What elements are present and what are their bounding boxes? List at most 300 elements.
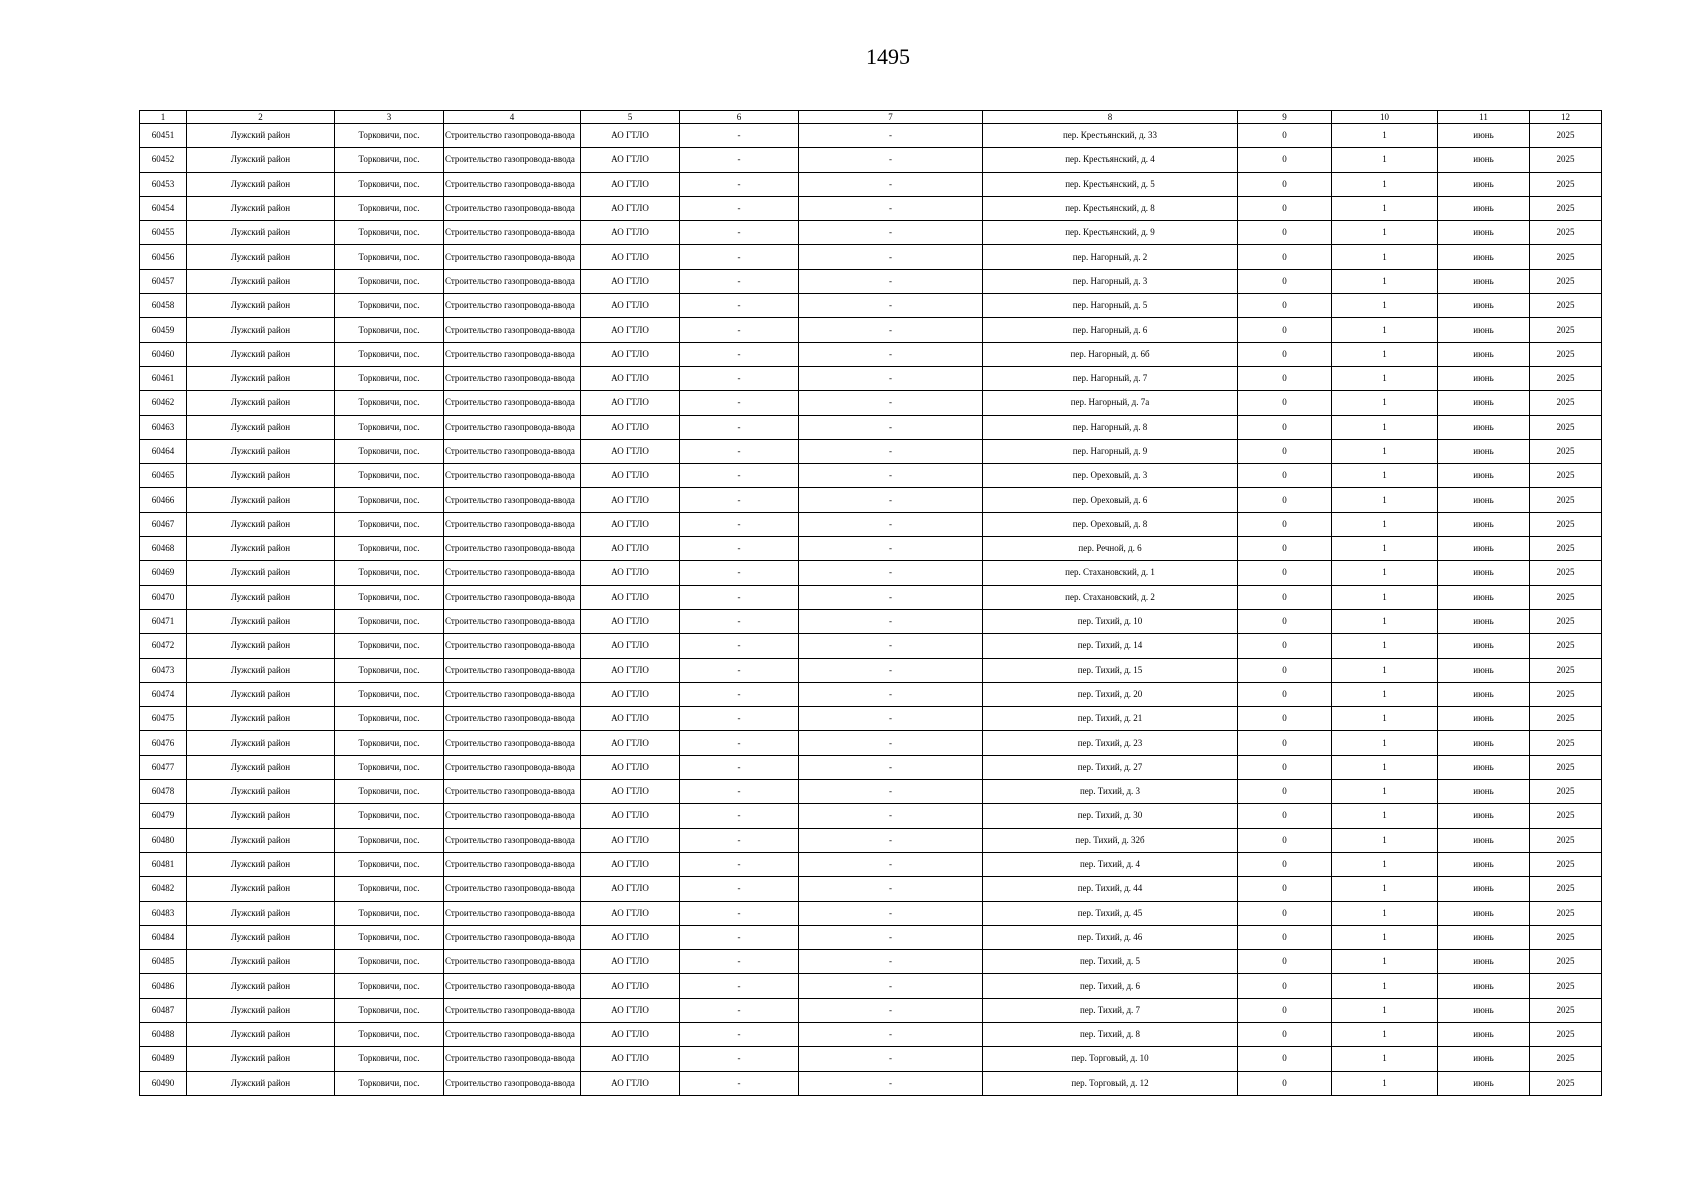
table-cell: - [799, 731, 983, 755]
table-cell: - [799, 950, 983, 974]
table-cell: пер. Ореховый, д. 8 [983, 512, 1238, 536]
table-row [140, 1047, 1602, 1071]
table-cell: - [799, 1071, 983, 1095]
page-number: 1495 [866, 44, 910, 69]
table-cell: пер. Крестьянский, д. 4 [983, 148, 1238, 172]
table-cell: Торковичи, пос. [335, 901, 444, 925]
table-row [140, 731, 1602, 755]
table-cell: Строительство газопровода-ввода [444, 221, 581, 245]
table-cell: 1 [1332, 342, 1438, 366]
table-cell: пер. Тихий, д. 45 [983, 901, 1238, 925]
table-cell: Торковичи, пос. [335, 609, 444, 633]
table-cell: АО ГТЛО [581, 780, 680, 804]
table-header-row [140, 111, 1602, 124]
table-cell: 60451 [140, 124, 187, 148]
table-cell: пер. Тихий, д. 14 [983, 634, 1238, 658]
table-cell: - [799, 780, 983, 804]
table-row [140, 755, 1602, 779]
table-cell: 60458 [140, 294, 187, 318]
table-cell: - [799, 877, 983, 901]
table-cell: июнь [1438, 269, 1530, 293]
table-cell: Строительство газопровода-ввода [444, 391, 581, 415]
table-cell: 0 [1238, 221, 1332, 245]
table-cell: - [799, 682, 983, 706]
table-cell: Лужский район [187, 537, 335, 561]
table-cell: Торковичи, пос. [335, 245, 444, 269]
table-cell: Строительство газопровода-ввода [444, 342, 581, 366]
table-cell: Строительство газопровода-ввода [444, 877, 581, 901]
table-cell: 60477 [140, 755, 187, 779]
table-cell: - [680, 439, 799, 463]
table-cell: АО ГТЛО [581, 707, 680, 731]
table-cell: июнь [1438, 221, 1530, 245]
column-header: 3 [335, 111, 444, 124]
table-cell: пер. Нагорный, д. 9 [983, 439, 1238, 463]
table-cell: 2025 [1530, 877, 1602, 901]
table-cell: Строительство газопровода-ввода [444, 682, 581, 706]
table-cell: пер. Тихий, д. 20 [983, 682, 1238, 706]
table-cell: 2025 [1530, 950, 1602, 974]
table-cell: 2025 [1530, 682, 1602, 706]
table-cell: пер. Речной, д. 6 [983, 537, 1238, 561]
table-row [140, 1071, 1602, 1095]
column-header: 10 [1332, 111, 1438, 124]
table-cell: Лужский район [187, 488, 335, 512]
table-row [140, 148, 1602, 172]
table-cell: Торковичи, пос. [335, 998, 444, 1022]
table-cell: Торковичи, пос. [335, 342, 444, 366]
table-cell: 1 [1332, 950, 1438, 974]
table-cell: Лужский район [187, 1022, 335, 1046]
table-cell: Торковичи, пос. [335, 1071, 444, 1095]
table-cell: Торковичи, пос. [335, 1022, 444, 1046]
table-cell: пер. Тихий, д. 23 [983, 731, 1238, 755]
table-cell: 1 [1332, 269, 1438, 293]
table-cell: пер. Нагорный, д. 8 [983, 415, 1238, 439]
table-cell: 0 [1238, 537, 1332, 561]
table-cell: Торковичи, пос. [335, 172, 444, 196]
table-cell: июнь [1438, 852, 1530, 876]
table-cell: Торковичи, пос. [335, 828, 444, 852]
table-cell: июнь [1438, 537, 1530, 561]
table-cell: июнь [1438, 707, 1530, 731]
table-cell: 60486 [140, 974, 187, 998]
table-cell: АО ГТЛО [581, 124, 680, 148]
table-cell: Строительство газопровода-ввода [444, 124, 581, 148]
table-cell: июнь [1438, 1071, 1530, 1095]
table-cell: Торковичи, пос. [335, 269, 444, 293]
table-cell: Лужский район [187, 877, 335, 901]
table-cell: июнь [1438, 731, 1530, 755]
table-row [140, 196, 1602, 220]
table-cell: пер. Стахановский, д. 1 [983, 561, 1238, 585]
table-cell: 0 [1238, 828, 1332, 852]
table-cell: пер. Тихий, д. 10 [983, 609, 1238, 633]
table-cell: АО ГТЛО [581, 561, 680, 585]
table-cell: 2025 [1530, 634, 1602, 658]
table-cell: - [680, 124, 799, 148]
table-cell: Торковичи, пос. [335, 318, 444, 342]
table-cell: - [799, 537, 983, 561]
table-cell: 2025 [1530, 804, 1602, 828]
table-cell: - [799, 658, 983, 682]
table-cell: - [799, 925, 983, 949]
table-cell: пер. Тихий, д. 30 [983, 804, 1238, 828]
table-cell: пер. Нагорный, д. 7 [983, 366, 1238, 390]
table-cell: июнь [1438, 245, 1530, 269]
table-cell: Лужский район [187, 415, 335, 439]
table-cell: Строительство газопровода-ввода [444, 658, 581, 682]
table-cell: - [799, 439, 983, 463]
column-header: 4 [444, 111, 581, 124]
table-cell: 60457 [140, 269, 187, 293]
table-cell: - [680, 974, 799, 998]
table-cell: АО ГТЛО [581, 439, 680, 463]
table-cell: АО ГТЛО [581, 512, 680, 536]
table-cell: - [799, 415, 983, 439]
table-cell: - [680, 1071, 799, 1095]
table-cell: Строительство газопровода-ввода [444, 196, 581, 220]
table-cell: - [799, 974, 983, 998]
table-cell: 0 [1238, 342, 1332, 366]
column-header: 6 [680, 111, 799, 124]
table-cell: - [799, 901, 983, 925]
table-cell: АО ГТЛО [581, 925, 680, 949]
table-cell: 60483 [140, 901, 187, 925]
table-cell: 0 [1238, 512, 1332, 536]
table-cell: - [799, 294, 983, 318]
table-cell: Лужский район [187, 318, 335, 342]
table-cell: 1 [1332, 877, 1438, 901]
table-cell: Торковичи, пос. [335, 585, 444, 609]
table-cell: 2025 [1530, 196, 1602, 220]
table-row [140, 561, 1602, 585]
table-cell: 1 [1332, 901, 1438, 925]
table-cell: 0 [1238, 731, 1332, 755]
table-cell: АО ГТЛО [581, 755, 680, 779]
table-cell: 1 [1332, 1022, 1438, 1046]
table-cell: - [680, 877, 799, 901]
table-cell: - [799, 221, 983, 245]
table-cell: Торковичи, пос. [335, 634, 444, 658]
table-row [140, 804, 1602, 828]
table-cell: 1 [1332, 318, 1438, 342]
table-row [140, 828, 1602, 852]
table-cell: Лужский район [187, 269, 335, 293]
table-cell: 1 [1332, 609, 1438, 633]
table-cell: Лужский район [187, 221, 335, 245]
table-cell: пер. Нагорный, д. 3 [983, 269, 1238, 293]
table-cell: 0 [1238, 974, 1332, 998]
table-cell: июнь [1438, 1022, 1530, 1046]
table-cell: - [799, 318, 983, 342]
table-cell: 2025 [1530, 245, 1602, 269]
table-cell: АО ГТЛО [581, 196, 680, 220]
table-cell: 0 [1238, 658, 1332, 682]
table-cell: Торковичи, пос. [335, 537, 444, 561]
table-cell: 1 [1332, 998, 1438, 1022]
table-cell: Лужский район [187, 925, 335, 949]
table-cell: 2025 [1530, 488, 1602, 512]
table-cell: - [680, 634, 799, 658]
table-cell: Строительство газопровода-ввода [444, 755, 581, 779]
table-cell: Строительство газопровода-ввода [444, 609, 581, 633]
table-cell: Лужский район [187, 755, 335, 779]
table-cell: июнь [1438, 634, 1530, 658]
table-row [140, 877, 1602, 901]
table-cell: Строительство газопровода-ввода [444, 1047, 581, 1071]
table-cell: 0 [1238, 439, 1332, 463]
table-cell: АО ГТЛО [581, 269, 680, 293]
table-cell: июнь [1438, 682, 1530, 706]
table-cell: 0 [1238, 415, 1332, 439]
table-cell: пер. Тихий, д. 5 [983, 950, 1238, 974]
table-cell: 1 [1332, 780, 1438, 804]
table-cell: АО ГТЛО [581, 585, 680, 609]
table-cell: 60472 [140, 634, 187, 658]
table-cell: АО ГТЛО [581, 318, 680, 342]
table-cell: 0 [1238, 950, 1332, 974]
table-row [140, 464, 1602, 488]
table-cell: 60482 [140, 877, 187, 901]
table-cell: июнь [1438, 755, 1530, 779]
table-cell: июнь [1438, 561, 1530, 585]
table-cell: Строительство газопровода-ввода [444, 780, 581, 804]
table-cell: 1 [1332, 439, 1438, 463]
table-cell: пер. Крестьянский, д. 8 [983, 196, 1238, 220]
table-cell: - [680, 415, 799, 439]
table-cell: 60473 [140, 658, 187, 682]
table-cell: АО ГТЛО [581, 172, 680, 196]
table-cell: Лужский район [187, 294, 335, 318]
table-cell: Торковичи, пос. [335, 852, 444, 876]
table-cell: 0 [1238, 245, 1332, 269]
table-cell: июнь [1438, 1047, 1530, 1071]
table-cell: - [680, 221, 799, 245]
table-cell: - [799, 755, 983, 779]
table-cell: - [799, 828, 983, 852]
table-cell: 0 [1238, 1047, 1332, 1071]
table-cell: АО ГТЛО [581, 877, 680, 901]
table-cell: Торковичи, пос. [335, 925, 444, 949]
table-cell: пер. Тихий, д. 8 [983, 1022, 1238, 1046]
table-cell: Торковичи, пос. [335, 464, 444, 488]
table-cell: Строительство газопровода-ввода [444, 269, 581, 293]
table-cell: - [680, 755, 799, 779]
table-cell: Лужский район [187, 634, 335, 658]
table-cell: 1 [1332, 658, 1438, 682]
table-row [140, 852, 1602, 876]
table-cell: Лужский район [187, 391, 335, 415]
table-cell: пер. Тихий, д. 4 [983, 852, 1238, 876]
table-cell: пер. Тихий, д. 15 [983, 658, 1238, 682]
table-cell: 1 [1332, 245, 1438, 269]
table-cell: июнь [1438, 439, 1530, 463]
table-cell: Лужский район [187, 342, 335, 366]
table-cell: Строительство газопровода-ввода [444, 707, 581, 731]
table-cell: июнь [1438, 342, 1530, 366]
table-cell: 1 [1332, 537, 1438, 561]
table-cell: 2025 [1530, 998, 1602, 1022]
table-cell: июнь [1438, 488, 1530, 512]
table-cell: 60487 [140, 998, 187, 1022]
table-cell: Строительство газопровода-ввода [444, 148, 581, 172]
table-cell: Торковичи, пос. [335, 512, 444, 536]
table-cell: - [680, 269, 799, 293]
table-cell: пер. Тихий, д. 7 [983, 998, 1238, 1022]
table-cell: Строительство газопровода-ввода [444, 901, 581, 925]
column-header: 7 [799, 111, 983, 124]
table-cell: пер. Крестьянский, д. 33 [983, 124, 1238, 148]
table-cell: 2025 [1530, 318, 1602, 342]
table-cell: 60481 [140, 852, 187, 876]
table-cell: 0 [1238, 391, 1332, 415]
table-cell: АО ГТЛО [581, 828, 680, 852]
table-cell: 1 [1332, 707, 1438, 731]
table-cell: июнь [1438, 877, 1530, 901]
table-cell: - [680, 731, 799, 755]
table-cell: июнь [1438, 950, 1530, 974]
table-cell: - [680, 780, 799, 804]
table-cell: - [799, 464, 983, 488]
table-cell: АО ГТЛО [581, 245, 680, 269]
table-cell: АО ГТЛО [581, 342, 680, 366]
table-row [140, 634, 1602, 658]
table-cell: Торковичи, пос. [335, 780, 444, 804]
data-table [139, 110, 1602, 1096]
table-cell: Лужский район [187, 1047, 335, 1071]
table-cell: 0 [1238, 852, 1332, 876]
table-cell: 2025 [1530, 658, 1602, 682]
table-cell: 2025 [1530, 366, 1602, 390]
table-cell: АО ГТЛО [581, 366, 680, 390]
table-cell: АО ГТЛО [581, 537, 680, 561]
table-cell: Торковичи, пос. [335, 488, 444, 512]
table-cell: 0 [1238, 707, 1332, 731]
table-cell: июнь [1438, 124, 1530, 148]
table-cell: 1 [1332, 634, 1438, 658]
table-cell: - [799, 148, 983, 172]
table-cell: пер. Крестьянский, д. 9 [983, 221, 1238, 245]
table-cell: Строительство газопровода-ввода [444, 828, 581, 852]
table-cell: 0 [1238, 804, 1332, 828]
table-cell: пер. Тихий, д. 3 [983, 780, 1238, 804]
table-cell: - [680, 561, 799, 585]
table-cell: - [680, 925, 799, 949]
table-cell: июнь [1438, 998, 1530, 1022]
table-cell: - [680, 342, 799, 366]
table-cell: - [799, 172, 983, 196]
table-cell: Лужский район [187, 707, 335, 731]
table-row [140, 488, 1602, 512]
table-cell: - [680, 852, 799, 876]
table-cell: июнь [1438, 148, 1530, 172]
table-cell: июнь [1438, 391, 1530, 415]
table-cell: пер. Ореховый, д. 3 [983, 464, 1238, 488]
table-cell: 0 [1238, 488, 1332, 512]
table-cell: - [799, 366, 983, 390]
table-cell: - [680, 148, 799, 172]
table-row [140, 391, 1602, 415]
table-cell: 2025 [1530, 925, 1602, 949]
table-cell: 60478 [140, 780, 187, 804]
table-cell: - [799, 391, 983, 415]
table-cell: Торковичи, пос. [335, 974, 444, 998]
table-cell: 0 [1238, 196, 1332, 220]
table-cell: АО ГТЛО [581, 901, 680, 925]
table-cell: июнь [1438, 925, 1530, 949]
table-cell: 2025 [1530, 512, 1602, 536]
table-cell: АО ГТЛО [581, 609, 680, 633]
table-row [140, 366, 1602, 390]
table-cell: июнь [1438, 974, 1530, 998]
table-cell: - [680, 488, 799, 512]
table-cell: 2025 [1530, 852, 1602, 876]
table-cell: июнь [1438, 415, 1530, 439]
table-cell: Лужский район [187, 950, 335, 974]
table-cell: 1 [1332, 221, 1438, 245]
table-cell: пер. Тихий, д. 44 [983, 877, 1238, 901]
table-cell: Торковичи, пос. [335, 755, 444, 779]
table-cell: 1 [1332, 561, 1438, 585]
table-row [140, 124, 1602, 148]
table-cell: - [680, 318, 799, 342]
table-cell: Торковичи, пос. [335, 658, 444, 682]
table-cell: пер. Нагорный, д. 5 [983, 294, 1238, 318]
table-cell: - [680, 391, 799, 415]
column-header: 12 [1530, 111, 1602, 124]
table-cell: 0 [1238, 148, 1332, 172]
column-header: 8 [983, 111, 1238, 124]
table-cell: - [680, 804, 799, 828]
table-cell: Строительство газопровода-ввода [444, 974, 581, 998]
table-cell: 2025 [1530, 561, 1602, 585]
table-cell: - [680, 901, 799, 925]
table-cell: Строительство газопровода-ввода [444, 998, 581, 1022]
table-cell: - [680, 828, 799, 852]
table-cell: - [680, 366, 799, 390]
table-cell: 2025 [1530, 124, 1602, 148]
table-cell: 1 [1332, 804, 1438, 828]
table-row [140, 512, 1602, 536]
table-cell: Торковичи, пос. [335, 391, 444, 415]
table-cell: АО ГТЛО [581, 974, 680, 998]
table-cell: - [799, 1022, 983, 1046]
table-cell: Лужский район [187, 366, 335, 390]
table-cell: - [680, 682, 799, 706]
table-cell: 1 [1332, 124, 1438, 148]
table-cell: АО ГТЛО [581, 391, 680, 415]
table-cell: - [680, 609, 799, 633]
table-cell: июнь [1438, 196, 1530, 220]
table-cell: 60464 [140, 439, 187, 463]
table-cell: АО ГТЛО [581, 731, 680, 755]
table-cell: Торковичи, пос. [335, 561, 444, 585]
table-cell: - [799, 488, 983, 512]
table-cell: июнь [1438, 366, 1530, 390]
table-cell: - [799, 342, 983, 366]
table-cell: - [799, 852, 983, 876]
table-cell: Строительство газопровода-ввода [444, 1071, 581, 1095]
table-cell: Лужский район [187, 682, 335, 706]
table-cell: 0 [1238, 998, 1332, 1022]
table-cell: Строительство газопровода-ввода [444, 488, 581, 512]
table-cell: 2025 [1530, 828, 1602, 852]
table-cell: 60474 [140, 682, 187, 706]
table-cell: июнь [1438, 609, 1530, 633]
table-row [140, 172, 1602, 196]
table-cell: Лужский район [187, 245, 335, 269]
